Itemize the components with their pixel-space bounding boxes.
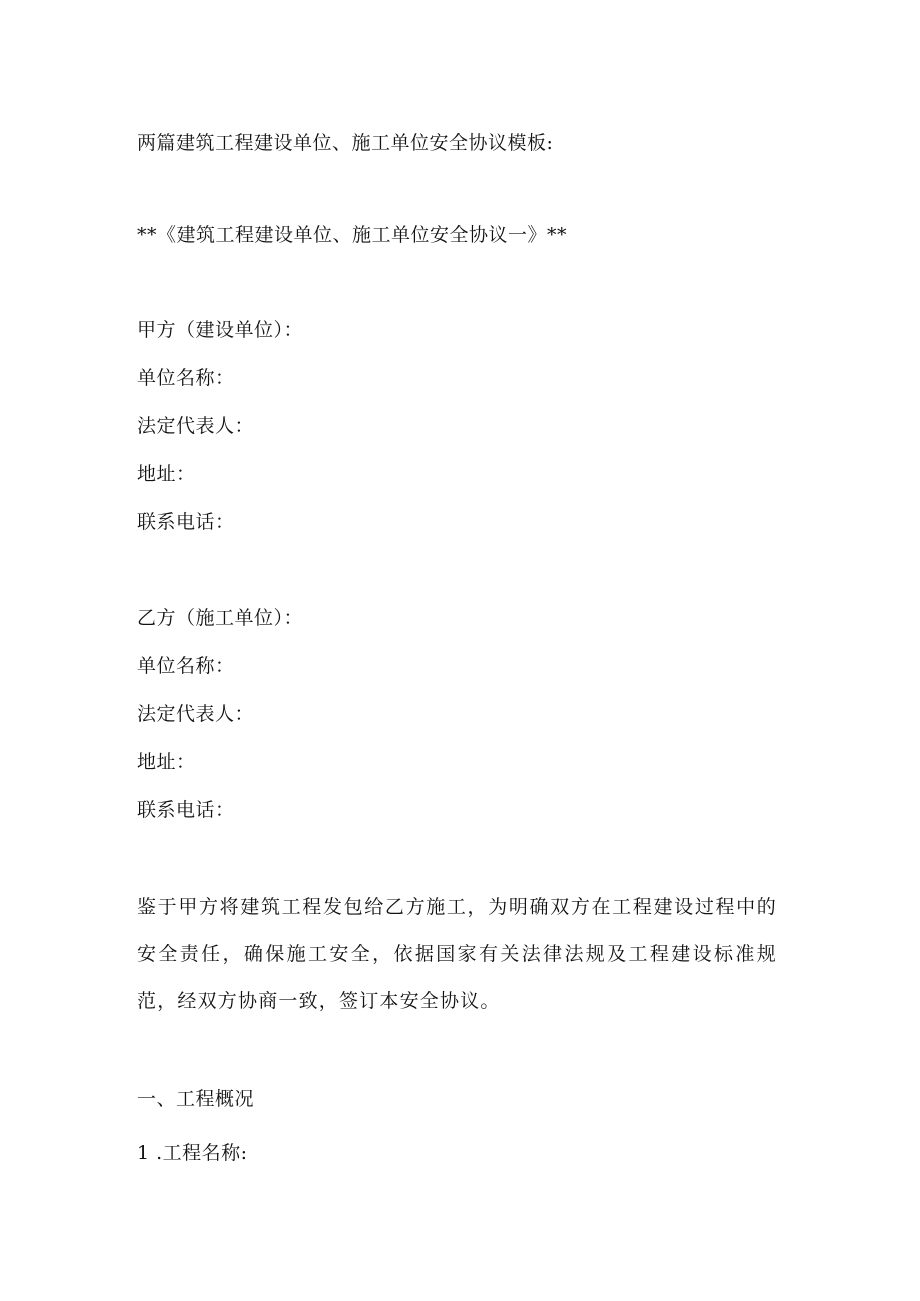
party-a-phone: 联系电话：: [137, 511, 235, 533]
party-a-address: 地址：: [137, 463, 196, 485]
party-b-unit-name: 单位名称：: [137, 655, 235, 677]
party-b-heading: 乙方（施工单位）：: [137, 607, 304, 629]
party-a-heading: 甲方（建设单位）：: [137, 319, 304, 341]
document-title: 两篇建筑工程建设单位、施工单位安全协议模板:: [137, 132, 554, 154]
intro-paragraph: 鉴于甲方将建筑工程发包给乙方施工，为明确双方在工程建设过程中的安全责任，确保施工安全，依据国家有关法律法规及工程建设标准规范，经双方协商一致，签订本安全协议。: [137, 896, 777, 1012]
party-a-unit-name: 单位名称：: [137, 367, 235, 389]
party-a-legal-rep: 法定代表人：: [137, 415, 255, 437]
agreement-subtitle: **《建筑工程建设单位、施工单位安全协议一》**: [137, 224, 568, 246]
project-name-item: 1 .工程名称:: [137, 1142, 248, 1164]
party-b-address: 地址：: [137, 751, 196, 773]
section-heading-overview: 一、工程概况: [137, 1088, 255, 1110]
party-b-phone: 联系电话：: [137, 799, 235, 821]
party-b-legal-rep: 法定代表人：: [137, 703, 255, 725]
